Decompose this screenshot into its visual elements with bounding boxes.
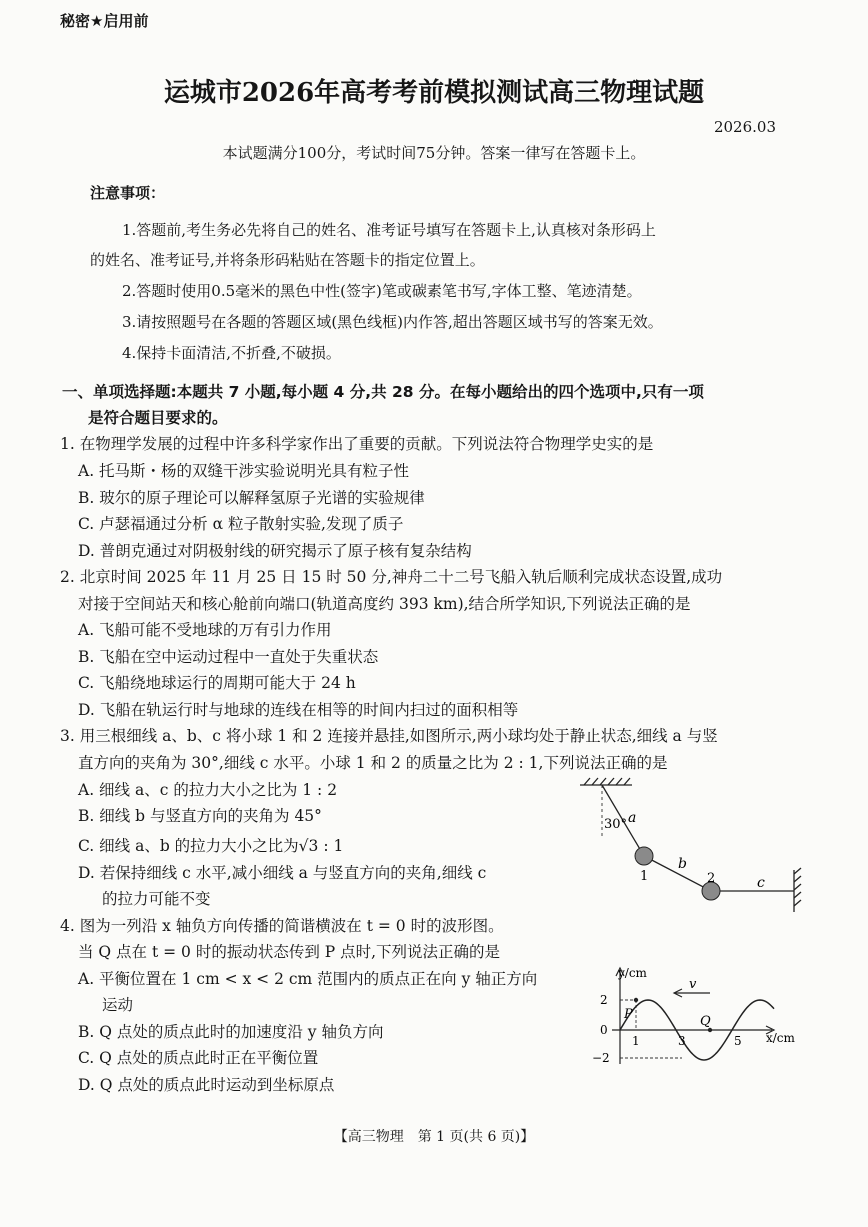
q3-option-c: C. 细线 a、b 的拉力大小之比为√3 : 1 — [78, 837, 344, 855]
ball-1 — [635, 847, 653, 865]
string-b-label: b — [678, 856, 687, 872]
notice-heading: 注意事项： — [90, 184, 166, 202]
p-label: P — [624, 1007, 633, 1022]
q4-option-b: B. Q 点处的质点此时的加速度沿 y 轴负方向 — [78, 1023, 384, 1041]
ceiling-hatch — [580, 778, 632, 785]
q2-option-a: A. 飞船可能不受地球的万有引力作用 — [78, 621, 332, 639]
q1-option-b: B. 玻尔的原子理论可以解释氢原子光谱的实验规律 — [78, 489, 425, 507]
question-2-stem: 2. 北京时间 2025 年 11 月 25 日 15 时 50 分,神舟二十二号飞船入轨后顺利完成状态设置,成功 — [60, 568, 723, 586]
ball-2-label: 2 — [707, 871, 716, 886]
question-2-stem-cont: 对接于空间站天和核心舱前向端口(轨道高度约 393 km),结合所学知识,下列说法正确的是 — [78, 595, 691, 613]
q4-option-a: A. 平衡位置在 1 cm < x < 2 cm 范围内的质点正在向 y 轴正方向 — [78, 970, 538, 988]
figure-4-wave-graph — [590, 960, 805, 1075]
y-tick-2: 2 — [600, 993, 608, 1007]
q4-option-c: C. Q 点处的质点此时正在平衡位置 — [78, 1049, 319, 1067]
q3-option-d: D. 若保持细线 c 水平,减小细线 a 与竖直方向的夹角,细线 c — [78, 864, 487, 882]
figure-3-pulley-diagram — [570, 770, 810, 920]
y-tick-0: 0 — [600, 1023, 608, 1037]
exam-date: 2026.03 — [713, 118, 776, 136]
question-4-stem-cont: 当 Q 点在 t = 0 时的振动状态传到 P 点时,下列说法正确的是 — [78, 943, 501, 961]
q1-option-a: A. 托马斯・杨的双缝干涉实验说明光具有粒子性 — [78, 462, 410, 480]
question-3-stem-cont: 直方向的夹角为 30°,细线 c 水平。小球 1 和 2 的质量之比为 2 : 1,下列说法正确的是 — [78, 754, 668, 772]
notice-line: 的姓名、准考证号,并将条形码粘贴在答题卡的指定位置上。 — [90, 251, 485, 269]
point-p — [634, 998, 638, 1002]
exam-title: 运城市2026年高考考前模拟测试高三物理试题 — [163, 78, 705, 108]
q2-option-d: D. 飞船在轨运行时与地球的连线在相等的时间内扫过的面积相等 — [78, 701, 519, 719]
notice-line: 4.保持卡面清洁,不折叠,不破损。 — [122, 344, 341, 362]
question-3-stem: 3. 用三根细线 a、b、c 将小球 1 和 2 连接并悬挂,如图所示,两小球均处于静止状态,细线 a 与竖 — [60, 727, 718, 745]
velocity-label: v — [689, 977, 697, 992]
x-tick-1: 1 — [632, 1034, 640, 1048]
notice-line: 1.答题前,考生务必先将自己的姓名、准考证号填写在答题卡上,认真核对条形码上 — [122, 221, 656, 239]
question-1-stem: 1. 在物理学发展的过程中许多科学家作出了重要的贡献。下列说法符合物理学史实的是 — [60, 435, 654, 453]
q3-option-b: B. 细线 b 与竖直方向的夹角为 45° — [78, 807, 322, 825]
exam-info: 本试题满分100分，考试时间75分钟。答案一律写在答题卡上。 — [222, 144, 646, 162]
x-tick-3: 3 — [678, 1034, 686, 1048]
string-c-label: c — [757, 875, 765, 891]
q4-option-a-cont: 运动 — [102, 996, 134, 1014]
q1-option-c: C. 卢瑟福通过分析 α 粒子散射实验,发现了质子 — [78, 515, 404, 533]
q4-option-d: D. Q 点处的质点此时运动到坐标原点 — [78, 1076, 335, 1094]
q2-option-c: C. 飞船绕地球运行的周期可能大于 24 h — [78, 674, 356, 692]
string-a-label: a — [628, 810, 637, 826]
question-4-stem: 4. 图为一列沿 x 轴负方向传播的简谐横波在 t = 0 时的波形图。 — [60, 917, 504, 935]
x-axis-label: x/cm — [766, 1031, 795, 1045]
q3-option-a: A. 细线 a、c 的拉力大小之比为 1 : 2 — [78, 781, 338, 799]
page-footer: 【高三物理 第 1 页(共 6 页)】 — [333, 1129, 535, 1145]
q3-option-d-cont: 的拉力可能不变 — [102, 890, 211, 908]
notice-line: 2.答题时使用0.5毫米的黑色中性(签字)笔或碳素笔书写,字体工整、笔迹清楚。 — [122, 282, 642, 300]
wall-hatch — [794, 868, 801, 912]
section-heading-cont: 是符合题目要求的。 — [88, 409, 228, 427]
q-label: Q — [700, 1014, 711, 1029]
q2-option-b: B. 飞船在空中运动过程中一直处于失重状态 — [78, 648, 379, 666]
y-tick-neg2: −2 — [592, 1051, 610, 1065]
q1-option-d: D. 普朗克通过对阴极射线的研究揭示了原子核有复杂结构 — [78, 542, 472, 560]
section-heading: 一、单项选择题:本题共 7 小题,每小题 4 分,共 28 分。在每小题给出的四个选项中,只有一项 — [62, 383, 704, 401]
notice-line: 3.请按照题号在各题的答题区域(黑色线框)内作答,超出答题区域书写的答案无效。 — [122, 313, 663, 331]
y-axis-label: y/cm — [618, 966, 647, 980]
x-tick-5: 5 — [734, 1034, 742, 1048]
angle-label: 30° — [604, 817, 628, 832]
confidential-label: 秘密★启用前 — [60, 12, 149, 30]
ball-1-label: 1 — [640, 869, 649, 884]
